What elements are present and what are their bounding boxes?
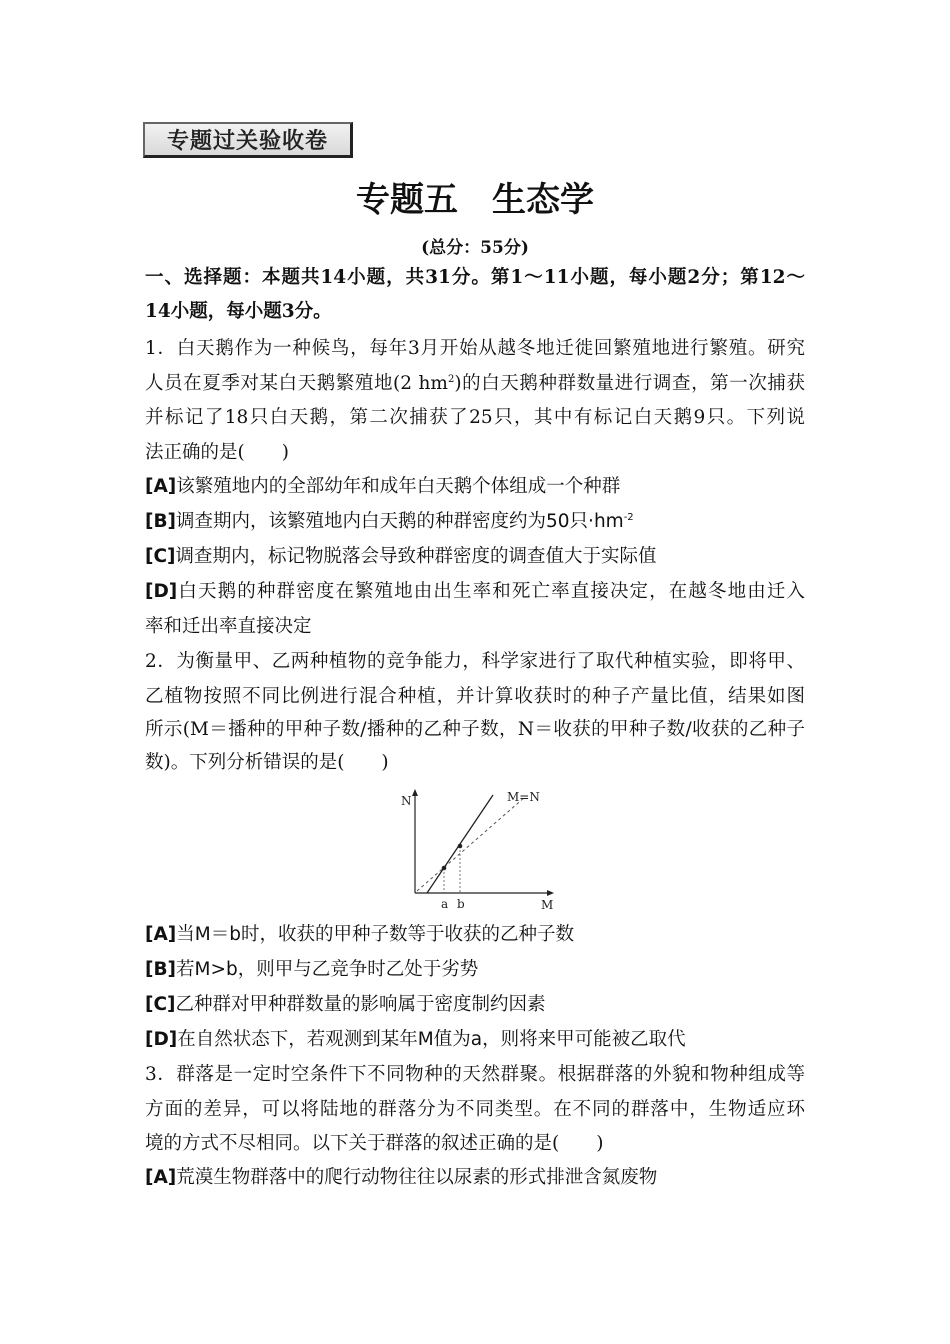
x-axis-label: M [541,898,554,912]
line-label: M=N [507,790,540,804]
y-axis-label: N [401,794,412,808]
q2-option-d: [D]在自然状态下，若观测到某年M值为a，则将来甲可能被乙取代 [145,1029,686,1050]
q3-stem-line: 3．群落是一定时空条件下不同物种的天然群聚。根据群落的外貌和物种组成等 [145,1064,805,1085]
tick-label-b: b [457,897,465,911]
competition-figure [395,785,560,915]
q2-stem-line: 乙植物按照不同比例进行混合种植，并计算收获时的种子产量比值，结果如图 [145,686,805,707]
q2-option-c: [C]乙种群对甲种群数量的影响属于密度制约因素 [145,994,546,1015]
q1-option-d-cont: 率和迁出率直接决定 [145,616,312,637]
section-banner: 专题过关验收卷 [143,122,353,158]
q2-stem-line: 2．为衡量甲、乙两种植物的竞争能力，科学家进行了取代种植实验，即将甲、 [145,651,805,672]
page-title: 专题五 生态学 [356,180,594,220]
q1-stem-line: 法正确的是( ) [145,442,289,463]
point-a [442,866,447,871]
q1-stem-line: 人员在夏季对某白天鹅繁殖地(2 $hm^2$)的白天鹅种群数量进行调查，第一次捕获 [145,373,805,394]
q2-option-b: [B]若M>b，则甲与乙竞争时乙处于劣势 [145,959,479,980]
section-header-line: 14小题，每小题3分。 [145,301,332,322]
x-axis-arrow [547,890,554,896]
q3-option-a: [A]荒漠生物群落中的爬行动物往往以尿素的形式排泄含氮废物 [145,1167,658,1188]
section-header-line: 一、选择题：本题共14小题，共31分。第1～11小题，每小题2分；第12～ [145,267,805,288]
q2-stem-line: 数)。下列分析错误的是( ) [145,752,389,773]
q2-stem-line: 所示(M＝播种的甲种子数/播种的乙种子数，N＝收获的甲种子数/收获的乙种子 [145,719,805,740]
q1-option-b: [B]调查期内，该繁殖地内白天鹅的种群密度约为50只$\cdot hm^{-2}$ [145,511,634,532]
tick-label-a: a [441,897,449,911]
q1-stem-line: 并标记了18只白天鹅，第二次捕获了25只，其中有标记白天鹅9只。下列说 [145,407,805,428]
point-b [458,844,463,849]
total-score: (总分：55分) [421,238,529,258]
q1-option-a: [A]该繁殖地内的全部幼年和成年白天鹅个体组成一个种群 [145,476,621,497]
m-equals-n-line [417,797,525,891]
q3-stem-line: 方面的差异，可以将陆地的群落分为不同类型。在不同的群落中，生物适应环 [145,1099,805,1120]
q3-stem-line: 境的方式不尽相同。以下关于群落的叙述正确的是( ) [145,1133,604,1154]
q2-option-a: [A]当M＝b时，收获的甲种子数等于收获的乙种子数 [145,924,574,945]
q1-option-c: [C]调查期内，标记物脱落会导致种群密度的调查值大于实际值 [145,546,657,567]
q1-stem-line: 1．白天鹅作为一种候鸟，每年3月开始从越冬地迁徙回繁殖地进行繁殖。研究 [145,338,805,359]
q1-option-d: [D]白天鹅的种群密度在繁殖地由出生率和死亡率直接决定，在越冬地由迁入 [145,581,805,602]
y-axis-arrow [412,789,418,796]
